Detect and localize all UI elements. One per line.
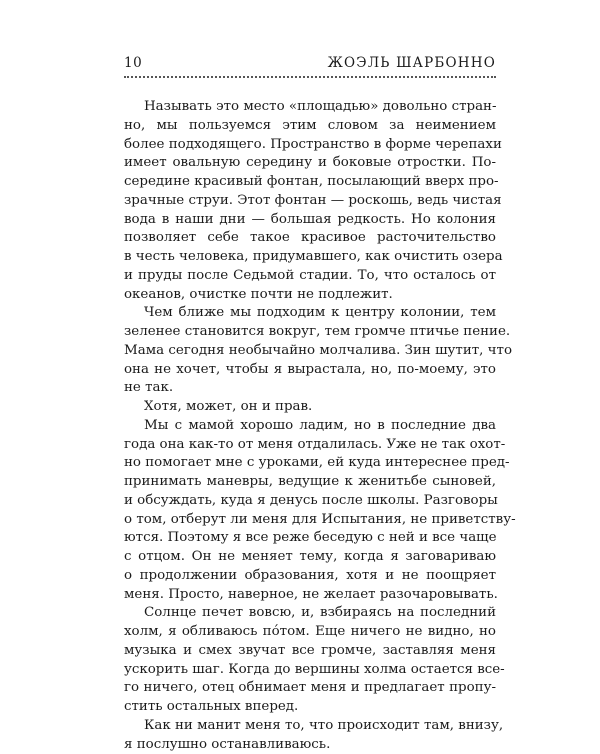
text-line: го ничего, отец обнимает меня и предлагает пропу- xyxy=(124,679,496,698)
text-line: и пруды после Седьмой стадии. То, что осталось от xyxy=(124,267,496,286)
text-line: музыка и смех звучат все громче, заставляя меня xyxy=(124,642,496,661)
text-line: принимать маневры, ведущие к женитьбе сыновей, xyxy=(124,473,496,492)
text-line: я послушно останавливаюсь. xyxy=(124,736,496,754)
text-line: середине красивый фонтан, посылающий вверх про- xyxy=(124,173,496,192)
text-line: в честь человека, придумавшего, как очистить озера xyxy=(124,248,496,267)
page-number: 10 xyxy=(124,55,142,71)
text-line: Солнце печет вовсю, и, взбираясь на последний xyxy=(124,604,496,623)
text-line: Чем ближе мы подходим к центру колонии, тем xyxy=(124,304,496,323)
text-line: она не хочет, чтобы я вырастала, но, по-моему, это xyxy=(124,361,496,380)
text-line: но, мы пользуемся этим словом за неимением xyxy=(124,117,496,136)
text-line: стить остальных вперед. xyxy=(124,698,496,717)
paragraph xyxy=(124,417,496,605)
text-line: Мы с мамой хорошо ладим, но в последние два xyxy=(124,417,496,436)
text-line: Мама сегодня необычайно молчалива. Зин шутит, что xyxy=(124,342,496,361)
text-line: позволяет себе такое красивое расточительство xyxy=(124,229,496,248)
paragraph xyxy=(124,304,496,398)
text-line: холм, я обливаюсь пóтом. Еще ничего не видно, но xyxy=(124,623,496,642)
text-line: океанов, очистке почти не подлежит. xyxy=(124,286,496,305)
text-line: с отцом. Он не меняет тему, когда я заговариваю xyxy=(124,548,496,567)
running-title: ЖОЭЛЬ ШАРБОННО xyxy=(328,55,496,71)
text-line: зрачные струи. Этот фонтан — роскошь, ведь чистая xyxy=(124,192,496,211)
paragraph xyxy=(124,717,496,754)
paragraph xyxy=(124,604,496,717)
text-line: но помогает мне с уроками, ей куда интереснее пред- xyxy=(124,454,496,473)
text-line: Хотя, может, он и прав. xyxy=(124,398,496,417)
text-line: года она как-то от меня отдалилась. Уже не так охот- xyxy=(124,436,496,455)
paragraph xyxy=(124,398,496,417)
text-line: и обсуждать, куда я денусь после школы. Разговоры xyxy=(124,492,496,511)
text-line: не так. xyxy=(124,379,496,398)
text-line: более подходящего. Пространство в форме черепахи xyxy=(124,136,496,155)
text-line: ются. Поэтому я все реже беседую с ней и все чаще xyxy=(124,529,496,548)
text-line: Как ни манит меня то, что происходит там, внизу, xyxy=(124,717,496,736)
text-line: меня. Просто, наверное, не желает разочаровывать. xyxy=(124,586,496,605)
page-header xyxy=(124,55,496,75)
body-text xyxy=(124,98,496,754)
paragraph xyxy=(124,98,496,304)
text-line: Называть это место «площадью» довольно стран- xyxy=(124,98,496,117)
text-line: зеленее становится вокруг, тем громче птичье пение. xyxy=(124,323,496,342)
text-line: о том, отберут ли меня для Испытания, не приветству- xyxy=(124,511,496,530)
text-line: ускорить шаг. Когда до вершины холма остается все- xyxy=(124,661,496,680)
text-line: вода в наши дни — большая редкость. Но колония xyxy=(124,211,496,230)
text-line: о продолжении образования, хотя и не поощряет xyxy=(124,567,496,586)
header-dotted-rule xyxy=(124,76,496,78)
text-line: имеет овальную середину и боковые отростки. По- xyxy=(124,154,496,173)
